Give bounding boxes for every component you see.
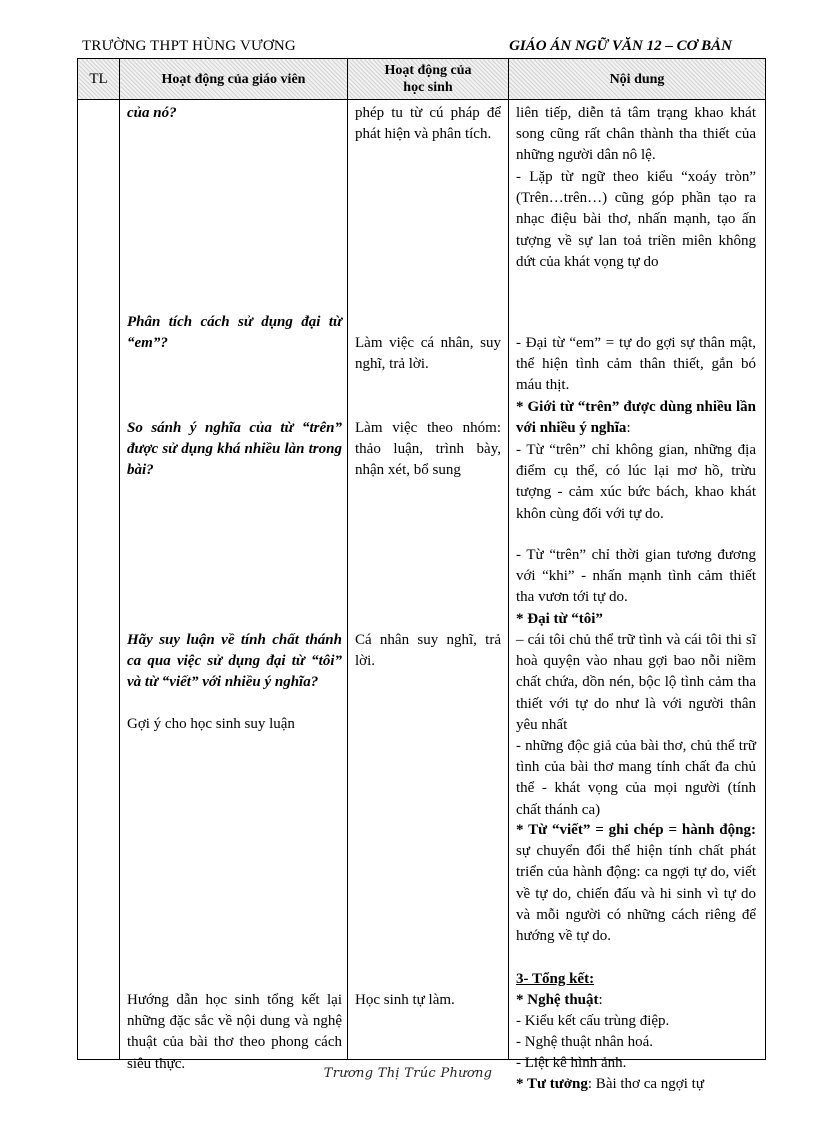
school-name: TRƯỜNG THPT HÙNG VƯƠNG (82, 38, 296, 54)
teacher-question-2: Phân tích cách sử dụng đại từ “em”? (127, 314, 342, 352)
table-header-row (78, 59, 766, 100)
teacher-question-3: So sánh ý nghĩa của từ “trên” được sử dụng khá nhiều làn trong bài? (127, 420, 342, 479)
content-paragraph: - Từ “trên” chỉ không gian, những địa điểm cụ thể, có lúc lại mơ hồ, trừu tượng - cảm xúc bức bách, khao khát khôn cùng đối với tự do. (516, 442, 756, 522)
student-activity-2: Làm việc cá nhân, suy nghĩ, trả lời. (355, 335, 501, 373)
content-paragraph: liên tiếp, diễn tả tâm trạng khao khát song cũng rất chân thành tha thiết của những người dân nô lệ. (516, 105, 756, 164)
heading-art: * Nghệ thuật (516, 992, 599, 1008)
student-activity-1: phép tu từ cú pháp để phát hiện và phân tích. (355, 105, 501, 143)
heading-tail: : (598, 992, 603, 1008)
header-content: Nội dung (509, 59, 766, 100)
content-paragraph: - Liệt kê hình ảnh. (516, 1055, 627, 1071)
heading-pronoun-toi: * Đại từ “tôi” (516, 611, 603, 627)
content-inline-text: : Bài thơ ca ngợi tự (587, 1076, 704, 1092)
content-subheading (516, 990, 756, 1011)
content-paragraph: - Từ “trên” chỉ thời gian tương đương với “khi” - nhấn mạnh tình cảm thiết tha vươn tới tự do. (516, 547, 756, 606)
teacher-activity-cell (120, 100, 348, 1072)
content-subheading (516, 820, 756, 947)
content-subheading (516, 397, 756, 439)
author-signature: Trương Thị Trúc Phương (323, 1066, 493, 1081)
table-row (78, 100, 766, 1060)
content-cell (509, 100, 766, 1092)
student-activity-4: Cá nhân suy nghĩ, trả lời. (355, 632, 501, 670)
content-inline-text: sự chuyển đổi thể hiện tính chất phát triển của hành động: ca ngợi tự do, viết về tự do, chiến đấu và hi sinh vì tự do và mỗi người có những cách riêng để hướng về tự do. (516, 843, 756, 945)
header-tl: TL (78, 59, 120, 100)
teacher-hint: Gợi ý cho học sinh suy luận (127, 716, 295, 732)
teacher-question-4: Hãy suy luận về tính chất thánh ca qua việc sử dụng đại từ “tôi” và từ “viết” với nhiều ý nghĩa? (127, 632, 342, 691)
tl-cell (78, 100, 120, 1060)
heading-thought: * Tư tưởng (516, 1076, 588, 1092)
summary-heading: 3- Tổng kết: (516, 971, 595, 987)
heading-tail: : (626, 420, 631, 437)
course-title: GIÁO ÁN NGỮ VĂN 12 – CƠ BẢN (509, 38, 732, 54)
teacher-question-5: Hướng dẫn học sinh tổng kết lại những đặc sắc về nội dung và nghệ thuật của bài thơ theo phong cách siêu thực. (127, 992, 342, 1072)
student-activity-3: Làm việc theo nhóm: thảo luận, trình bày, nhận xét, bổ sung (355, 420, 501, 479)
header-teacher-activity: Hoạt động của giáo viên (120, 59, 348, 100)
content-paragraph: - Lặp từ ngữ theo kiểu “xoáy tròn” (Trên…trên…) cũng góp phần tạo ra nhạc điệu bài thơ, nhấn mạnh, tạo ấn tượng về sự lan toả triền miên không dứt của khát vọng tự do (516, 169, 756, 270)
header-student-line1: Hoạt động của (384, 63, 472, 78)
content-paragraph: - những độc giả của bài thơ, chủ thể trữ tình của bài thơ mang tính chất đa chủ thể - khát vọng của mọi người (tính chất thánh ca) (516, 738, 756, 818)
content-paragraph: - Nghệ thuật nhân hoá. (516, 1034, 654, 1050)
header-student-activity (348, 59, 509, 100)
content-paragraph: - Kiểu kết cấu trùng điệp. (516, 1013, 670, 1029)
teacher-question-1: của nó? (127, 105, 177, 121)
student-activity-5: Học sinh tự làm. (355, 992, 455, 1008)
heading-preposition-tren: * Giới từ “trên” được dùng nhiều lần với nhiều ý nghĩa (516, 399, 756, 437)
content-paragraph: – cái tôi chủ thể trữ tình và cái tôi thi sĩ hoà quyện vào nhau gợi bao nỗi niềm chất chứa, dồn nén, bộc lộ tình cảm tha thiết với tự do như là với người thân yêu nhất (516, 632, 756, 733)
student-activity-cell (348, 100, 509, 1060)
heading-word-viet: * Từ “viết” = ghi chép = hành động: (516, 822, 756, 838)
content-paragraph: - Đại từ “em” = tự do gợi sự thân mật, thể hiện tình cảm thân thiết, gắn bó máu thịt. (516, 335, 756, 394)
header-student-line2: học sinh (403, 80, 453, 95)
